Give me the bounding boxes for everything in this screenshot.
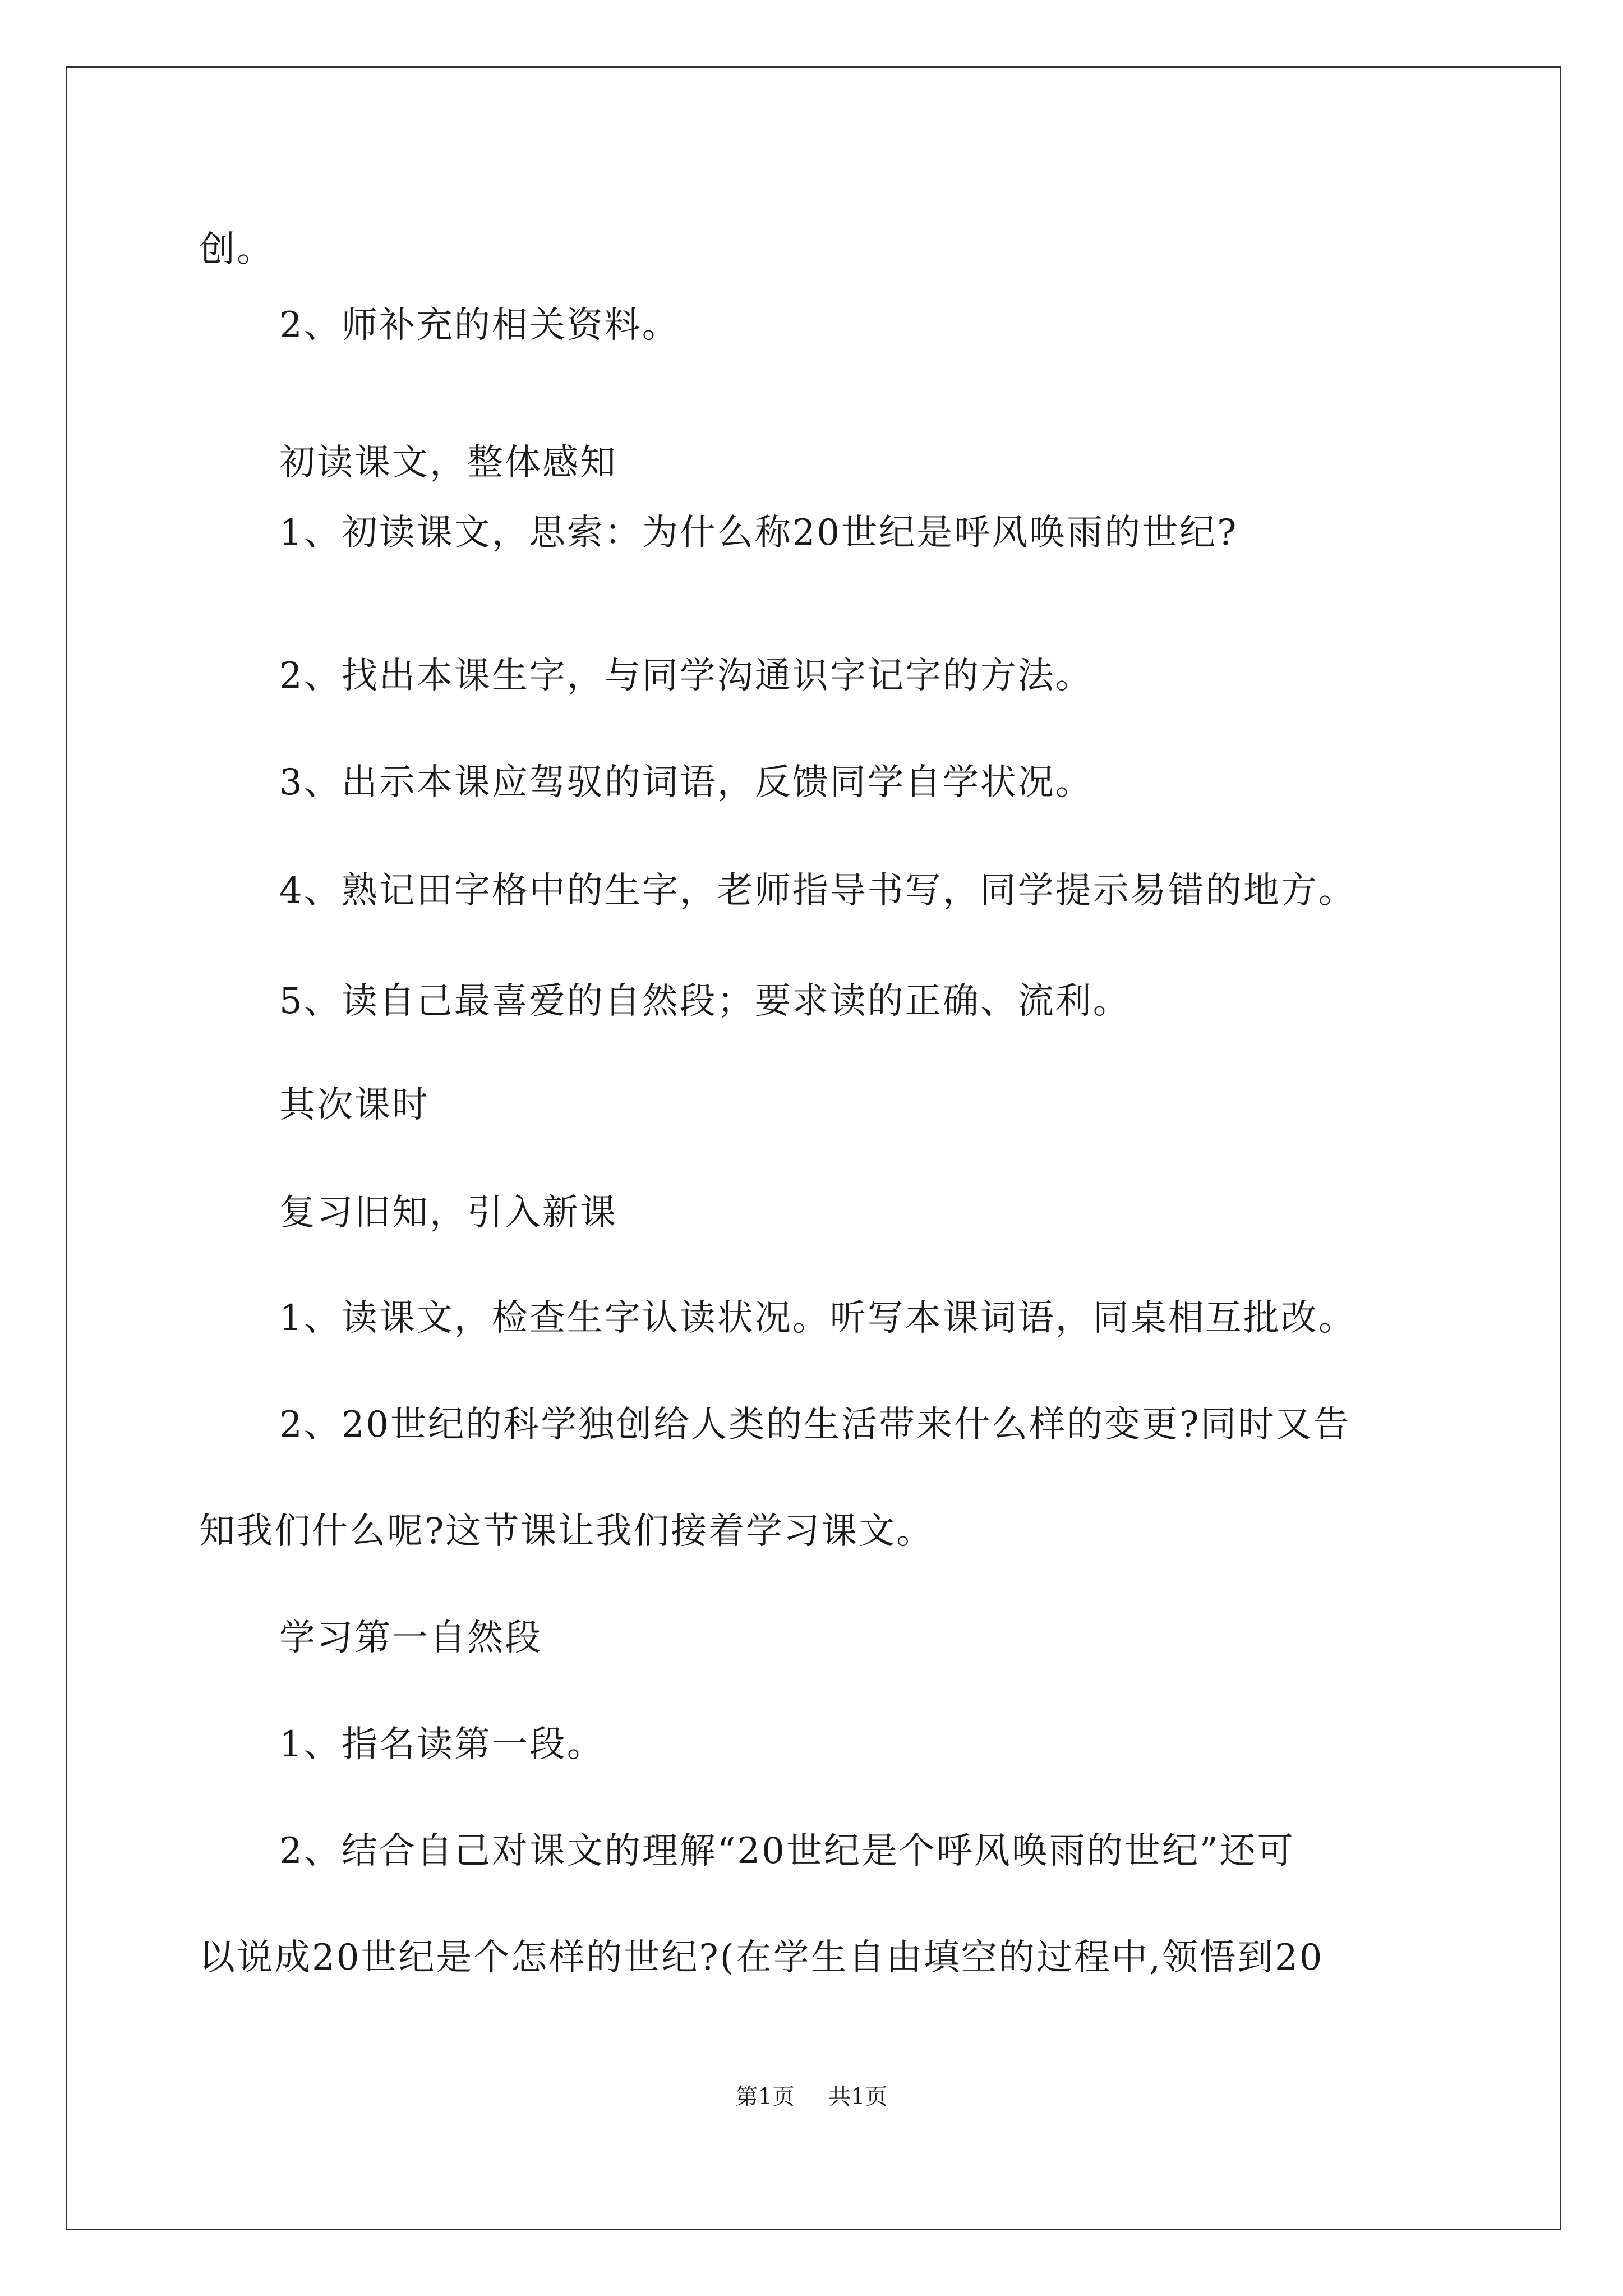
text-line: 3、出示本课应驾驭的词语，反馈同学自学状况。	[279, 762, 1093, 803]
text-line: 2、找出本课生字，与同学沟通识字记字的方法。	[279, 655, 1093, 697]
text-line: 1、初读课文，思索：为什么称20世纪是呼风唤雨的世纪?	[279, 512, 1238, 554]
section-heading: 其次课时	[279, 1084, 430, 1126]
text-line: 以说成20世纪是个怎样的世纪?(在学生自由填空的过程中,领悟到20	[199, 1937, 1324, 1978]
page-number: 第1页	[735, 2084, 795, 2110]
page-total: 共1页	[828, 2084, 888, 2110]
page-border	[66, 66, 1561, 2230]
section-heading: 初读课文，整体感知	[279, 442, 617, 484]
text-line: 创。	[199, 229, 274, 270]
text-line: 5、读自己最喜爱的自然段；要求读的正确、流利。	[279, 981, 1131, 1022]
text-line: 知我们什么呢?这节课让我们接着学习课文。	[199, 1511, 934, 1552]
page-footer	[0, 2083, 1623, 2111]
text-line: 1、指名读第一段。	[279, 1724, 605, 1765]
text-line: 1、读课文，检查生字认读状况。听写本课词语，同桌相互批改。	[279, 1297, 1356, 1339]
text-line: 2、师补充的相关资料。	[279, 305, 680, 346]
text-line: 2、20世纪的科学独创给人类的生活带来什么样的变更?同时又告	[279, 1404, 1351, 1446]
text-line: 2、结合自己对课文的理解“20世纪是个呼风唤雨的世纪”还可	[279, 1830, 1295, 1872]
section-heading: 复习旧知，引入新课	[279, 1192, 617, 1234]
section-heading: 学习第一自然段	[279, 1617, 542, 1659]
text-line: 4、熟记田字格中的生字，老师指导书写，同学提示易错的地方。	[279, 870, 1356, 912]
